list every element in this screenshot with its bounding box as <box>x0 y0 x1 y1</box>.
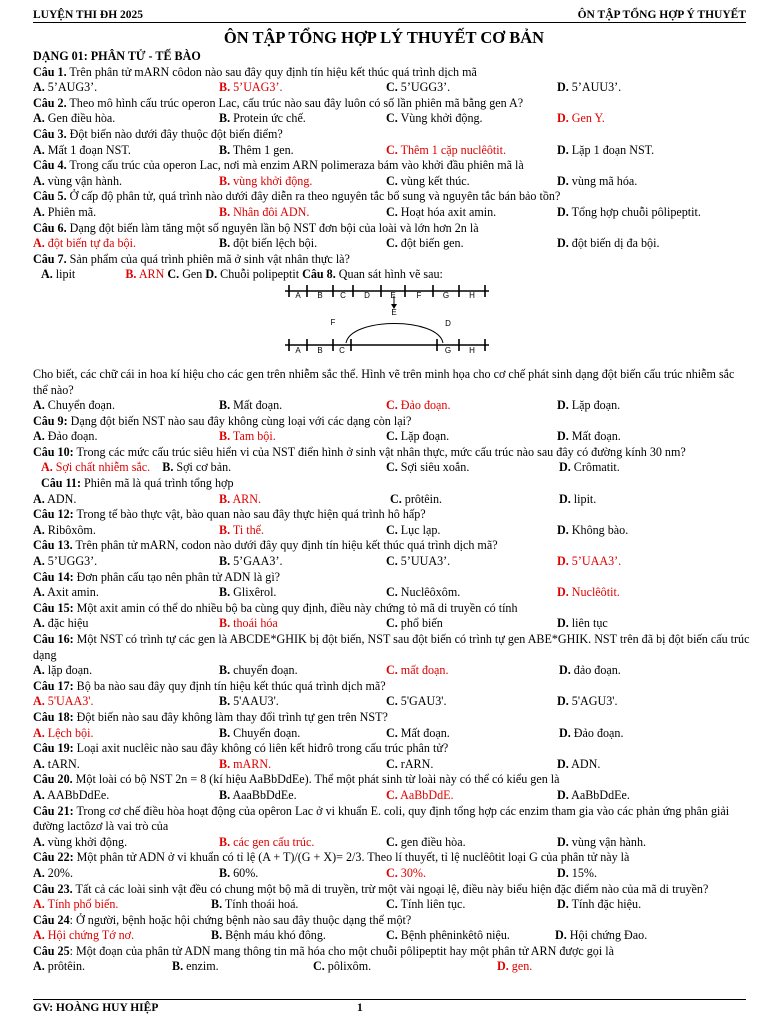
option-c-answer[interactable]: C. Đảo đoạn. <box>386 398 451 413</box>
option-b[interactable]: B. Glixêrol. <box>219 585 277 600</box>
question-5: Câu 5. Ở cấp độ phân tử, quá trình nào dưới đây diễn ra theo nguyên tắc bổ sung và nguyên tắc bán bảo tồn? <box>33 189 561 204</box>
option-a[interactable]: A. 5’UGG3’. <box>33 554 98 569</box>
option-a[interactable]: A. Mất 1 đoạn NST. <box>33 142 131 157</box>
section-heading: DẠNG 01: PHÂN TỬ - TẾ BÀO <box>33 49 201 63</box>
gene-label-f: F <box>416 290 422 300</box>
option-b-answer[interactable]: B. ARN. <box>219 491 262 506</box>
option-a-answer[interactable]: A. Sợi chất nhiễm sắc. <box>41 460 151 475</box>
question-15: Câu 15: Một axit amin có thể do nhiều bộ ba cùng quy định, điều này chứng tỏ mã di truyền có tính <box>33 600 518 615</box>
question-9: Câu 9: Dạng đột biến NST nào sau đây không cùng loại với các dạng còn lại? <box>33 413 412 428</box>
option-d[interactable]: D. đột biến dị đa bội. <box>557 236 660 251</box>
option-d[interactable]: D. Chuỗi polipeptit <box>205 267 300 282</box>
question-4: Câu 4. Trong cấu trúc của operon Lac, nơi mà enzim ARN polimeraza bám vào khởi đầu phiên mã là <box>33 158 524 173</box>
options-23 <box>33 897 751 913</box>
option-b-answer[interactable]: B. vùng khởi động. <box>219 173 313 188</box>
option-b[interactable]: B. Thêm 1 gen. <box>219 142 294 157</box>
gene-label-a: A <box>295 290 301 300</box>
option-b[interactable]: B. Sợi cơ bản. <box>162 460 232 475</box>
page-footer <box>33 999 746 1016</box>
option-b[interactable]: B. Mất đoạn. <box>219 398 283 413</box>
options-18 <box>33 726 751 742</box>
option-d[interactable]: D. Mất đoạn. <box>557 429 621 444</box>
option-b[interactable]: B. Protein ức chế. <box>219 111 306 126</box>
chromosome-figure <box>33 283 751 367</box>
question-6: Câu 6. Dạng đột biến làm tăng một số nguyên lần bộ NST đơn bội của loài và lớn hơn 2n là <box>33 220 479 235</box>
question-22: Câu 22: Một phân tử ADN ở vi khuẩn có tỉ lệ (A + T)/(G + X)= 2/3. Theo lí thuyết, tỉ lệ nuclêôtit loại G của phân tử này là <box>33 850 630 865</box>
options-21 <box>33 835 751 851</box>
option-c[interactable]: C. rARN. <box>386 756 434 771</box>
option-d[interactable]: D. lipit. <box>559 491 597 506</box>
header-right: ÔN TẬP TỔNG HỢP Ý THUYẾT <box>577 9 746 21</box>
options-14 <box>33 585 751 601</box>
option-b[interactable]: B. AaaBbDdEe. <box>219 787 297 802</box>
option-c[interactable]: C. gen điều hòa. <box>386 834 466 849</box>
option-c[interactable]: C. Gen <box>167 267 203 282</box>
option-c[interactable]: C. Vùng khởi động. <box>386 111 483 126</box>
question-20: Câu 20. Một loài có bộ NST 2n = 8 (kí hiệu AaBbDdEe). Thể một phát sinh từ loài này có thể có kiểu gen là <box>33 772 560 787</box>
bottom-gene-h: H <box>469 345 475 355</box>
option-a[interactable]: A. Gen điều hòa. <box>33 111 116 126</box>
option-b[interactable]: B. enzim. <box>172 959 219 974</box>
option-b[interactable]: B. chuyển đoạn. <box>219 663 298 678</box>
gene-label-b: B <box>317 290 323 300</box>
options-25 <box>33 959 751 975</box>
option-c[interactable]: C. phổ biến <box>386 616 443 631</box>
option-b-answer[interactable]: B. thoái hóa <box>219 616 278 631</box>
option-b[interactable]: B. 5’GAA3’. <box>219 554 283 569</box>
option-d[interactable]: D. vùng vận hành. <box>557 834 647 849</box>
options-9 <box>33 429 751 445</box>
question-18: Câu 18: Đột biến nào sau đây không làm thay đổi trình tự gen trên NST? <box>33 709 388 724</box>
option-d[interactable]: D. Tính đặc hiệu. <box>557 897 642 912</box>
gene-label-c: C <box>340 290 346 300</box>
bottom-gene-a: A <box>295 345 301 355</box>
option-a[interactable]: A. 20%. <box>33 865 73 880</box>
option-a[interactable]: A. 5’AUG3’. <box>33 80 98 95</box>
option-c[interactable]: C. Hoạt hóa axit amin. <box>386 204 497 219</box>
option-a-answer[interactable]: A. đột biến tự đa bội. <box>33 236 136 251</box>
options-2 <box>33 111 751 127</box>
question-1 <box>33 65 751 81</box>
option-c[interactable]: C. 5’UUA3’. <box>386 554 451 569</box>
option-c[interactable]: C. prôtêin. <box>390 491 443 506</box>
question-12: Câu 12: Trong tế bào thực vật, bào quan nào sau đây thực hiện quá trình hô hấp? <box>33 507 426 522</box>
option-d[interactable]: D. Lặp 1 đoạn NST. <box>557 142 655 157</box>
option-c[interactable]: C. 5’UGG3’. <box>386 80 451 95</box>
option-b[interactable]: B. đột biến lệch bội. <box>219 236 318 251</box>
option-a[interactable]: A. prôtêin. <box>33 959 86 974</box>
option-a[interactable]: A. Phiên mã. <box>33 204 97 219</box>
option-c-answer[interactable]: C. 30%. <box>386 865 426 880</box>
loop-labels <box>331 308 452 328</box>
question-23: Câu 23. Tất cả các loài sinh vật đều có chung một bộ mã di truyền, trừ một vài ngoại lệ, điều này biểu hiện đặc điểm nào của mã di truyền? <box>33 881 709 896</box>
deleted-loop <box>346 323 443 343</box>
option-c[interactable]: C. Nuclêôxôm. <box>386 585 461 600</box>
option-a[interactable]: A. Axit amin. <box>33 585 99 600</box>
question-8-text2: Cho biết, các chữ cái in hoa kí hiệu cho các gen trên nhiễm sắc thể. Hình vẽ trên minh họa cho cơ chế phát sinh dạng đột biến cấu trúc nhiễm sắc thể nào? <box>33 366 735 397</box>
option-d[interactable]: D. 5’AUU3’. <box>557 80 622 95</box>
question-21: Câu 21: Trong cơ chế điều hòa hoạt động của opêron Lac ở vi khuẩn E. coli, quy định tổng hợp các enzim tham gia vào các phản ứng phân giải đường lactôzơ là vai trò của <box>33 803 730 834</box>
options-10 <box>33 460 751 476</box>
options-20 <box>33 788 751 804</box>
option-c[interactable]: C. Tính liên tục. <box>386 897 466 912</box>
option-a[interactable]: A. lipit <box>41 267 76 282</box>
option-d[interactable]: D. Tổng hợp chuỗi pôlipeptit. <box>557 204 701 219</box>
option-a-answer[interactable]: A. Tính phổ biến. <box>33 897 119 912</box>
options-15 <box>33 616 751 632</box>
option-d[interactable]: D. ADN. <box>557 756 601 771</box>
option-b-answer[interactable]: B. Tam bội. <box>219 429 276 444</box>
gene-label-h: H <box>469 290 475 300</box>
page-number: 1 <box>357 1002 363 1014</box>
gene-label-e: E <box>390 290 396 300</box>
option-b-answer[interactable]: B. 5’UAG3’. <box>219 80 283 95</box>
option-d[interactable]: D. vùng mã hóa. <box>557 173 638 188</box>
loop-gene-f: F <box>330 317 336 327</box>
footer-teacher: GV: HOÀNG HUY HIỆP <box>33 1002 159 1014</box>
question-list <box>33 49 751 975</box>
option-c-answer[interactable]: C. AaBbDdE. <box>386 787 454 802</box>
option-a[interactable]: A. ADN. <box>33 491 77 506</box>
gene-label-d: D <box>364 290 370 300</box>
options-13 <box>33 554 751 570</box>
options-8 <box>33 398 751 414</box>
option-c[interactable]: C. Lặp đoạn. <box>386 429 450 444</box>
option-a-answer[interactable]: A. Lệch bội. <box>33 725 94 740</box>
chromosome-diagram <box>33 283 751 367</box>
option-a[interactable]: A. Ribôxôm. <box>33 522 96 537</box>
option-a[interactable]: A. vùng khởi động. <box>33 834 128 849</box>
loop-gene-e: E <box>391 307 397 317</box>
option-c-answer[interactable]: C. mất đoạn. <box>386 663 449 678</box>
bottom-chromosome-labels <box>295 346 475 355</box>
option-b-answer[interactable]: B. mARN. <box>219 756 272 771</box>
options-5 <box>33 205 751 221</box>
options-19 <box>33 757 751 773</box>
option-d-answer[interactable]: D. Gen Y. <box>557 111 605 126</box>
option-d-answer[interactable]: D. Nuclêôtit. <box>557 585 620 600</box>
options-1 <box>33 80 751 96</box>
option-d[interactable]: D. Đảo đoạn. <box>559 725 624 740</box>
option-b[interactable]: B. Tính thoái hoá. <box>211 897 299 912</box>
question-13: Câu 13. Trên phân tử mARN, codon nào dưới đây quy định tín hiệu kết thúc quá trình dịch mã? <box>33 538 498 553</box>
option-b-answer[interactable]: B. Ti thể. <box>219 522 265 537</box>
option-d[interactable]: D. AaBbDdEe. <box>557 787 630 802</box>
option-a[interactable]: A. Chuyển đoạn. <box>33 398 115 413</box>
page-title: ÔN TẬP TỔNG HỢP LÝ THUYẾT CƠ BẢN <box>223 28 545 47</box>
question-24: Câu 24: Ở người, bệnh hoặc hội chứng bệnh nào sau đây thuộc dạng thể một? <box>33 912 412 927</box>
option-d-answer[interactable]: D. 5’UAA3’. <box>557 554 622 569</box>
options-11 <box>33 492 751 508</box>
question-3: Câu 3. Đột biến nào dưới đây thuộc đột biến điểm? <box>33 126 283 141</box>
option-d[interactable]: D. Lặp đoạn. <box>557 398 621 413</box>
options-16 <box>33 663 751 679</box>
question-19: Câu 19: Loại axit nuclêic nào sau đây không có liên kết hiđrô trong cấu trúc phân tử? <box>33 741 449 756</box>
top-chromosome-labels <box>295 291 475 300</box>
question-8-text: Quan sát hình vẽ sau: <box>335 267 443 282</box>
question-14: Câu 14: Đơn phân cấu tạo nên phân tử ADN là gì? <box>33 569 281 584</box>
options-6 <box>33 236 751 252</box>
question-25: Câu 25: Một đoạn của phân tử ADN mang thông tin mã hóa cho một chuỗi pôlipeptit hay một phân tử ARN được gọi là <box>33 943 614 958</box>
option-a-answer[interactable]: A. Hội chứng Tớ nơ. <box>33 928 135 943</box>
option-c[interactable]: C. Lục lạp. <box>386 522 441 537</box>
option-a[interactable]: A. lặp đoạn. <box>33 663 93 678</box>
options-17 <box>33 694 751 710</box>
option-a[interactable]: A. đặc hiệu <box>33 616 89 631</box>
option-a[interactable]: A. AABbDdEe. <box>33 787 110 802</box>
options-3 <box>33 143 751 159</box>
option-d[interactable]: D. Không bào. <box>557 522 629 537</box>
option-c[interactable]: C. Bệnh phêninkêtô niệu. <box>386 928 510 943</box>
bottom-gene-c: C <box>339 345 345 355</box>
options-12 <box>33 523 751 539</box>
option-b-answer[interactable]: B. các gen cấu trúc. <box>219 834 315 849</box>
option-b[interactable]: B. 60%. <box>219 865 259 880</box>
option-d[interactable]: D. Hội chứng Đao. <box>555 928 648 943</box>
question-10: Câu 10: Trong các mức cấu trúc siêu hiển vi của NST điển hình ở sinh vật nhân thực, mức cấu trúc nào sau đây có đường kính 30 nm? <box>33 444 686 459</box>
option-c[interactable]: C. 5'GAU3'. <box>386 694 447 709</box>
option-c[interactable]: C. vùng kết thúc. <box>386 173 470 188</box>
option-b[interactable]: B. 5'AAU3'. <box>219 694 279 709</box>
option-d[interactable]: D. 5'AGU3'. <box>557 694 618 709</box>
option-b[interactable]: B. Bệnh máu khó đông. <box>211 928 326 943</box>
option-d[interactable]: D. 15%. <box>557 865 597 880</box>
question-text: Trên phân tử mARN côdon nào sau đây quy định tín hiệu kết thúc quá trình dịch mã <box>66 64 477 79</box>
options-24 <box>33 928 751 944</box>
option-d[interactable]: D. Crômatit. <box>559 460 620 475</box>
option-a[interactable]: A. vùng vận hành. <box>33 173 123 188</box>
option-a[interactable]: A. tARN. <box>33 756 80 771</box>
options-7-and-question-8 <box>33 267 751 283</box>
header-left: LUYỆN THI ĐH 2025 <box>33 9 144 21</box>
option-c[interactable]: C. pôlixôm. <box>313 959 372 974</box>
question-16: Câu 16: Một NST có trình tự các gen là ABCDE*GHIK bị đột biến, NST sau đột biến có trình tự gen ABE*GHIK. NST trên đã bị đột biến cấu trúc dạng <box>33 632 750 662</box>
option-c-answer[interactable]: C. Thêm 1 cặp nuclêôtit. <box>386 142 507 157</box>
question-8-label: Câu 8. <box>302 267 336 282</box>
question-11: Câu 11: Phiên mã là quá trình tổng hợp <box>41 476 234 491</box>
option-c[interactable]: C. Mất đoạn. <box>386 725 450 740</box>
options-4 <box>33 174 751 190</box>
option-b-answer[interactable]: B. ARN <box>125 267 165 282</box>
loop-gene-d: D <box>445 318 451 328</box>
option-b-answer[interactable]: B. Nhân đôi ADN. <box>219 204 310 219</box>
options-22 <box>33 866 751 882</box>
option-d[interactable]: D. liên tục <box>557 616 608 631</box>
option-a-answer[interactable]: A. 5'UAA3'. <box>33 694 94 709</box>
option-b[interactable]: B. Chuyển đoạn. <box>219 725 301 740</box>
option-c[interactable]: C. Sợi siêu xoắn. <box>386 460 470 475</box>
bottom-gene-b: B <box>317 345 323 355</box>
option-d-answer[interactable]: D. gen. <box>497 959 533 974</box>
gene-label-g: G <box>442 290 450 300</box>
option-a[interactable]: A. Đảo đoạn. <box>33 429 98 444</box>
option-d[interactable]: D. đảo đoạn. <box>559 663 621 678</box>
option-c[interactable]: C. đột biến gen. <box>386 236 464 251</box>
question-label: Câu 1. <box>33 64 67 79</box>
bottom-gene-g: G <box>444 345 452 355</box>
question-17: Câu 17: Bộ ba nào sau đây quy định tín hiệu kết thúc quá trình dịch mã? <box>33 678 386 693</box>
question-2: Câu 2. Theo mô hình cấu trúc operon Lac, cấu trúc nào sau đây luôn có số lần phiên mã bằng gen A? <box>33 95 524 110</box>
page-header <box>33 6 746 23</box>
question-7: Câu 7. Sản phẩm của quá trình phiên mã ở sinh vật nhân thực là? <box>33 251 350 266</box>
